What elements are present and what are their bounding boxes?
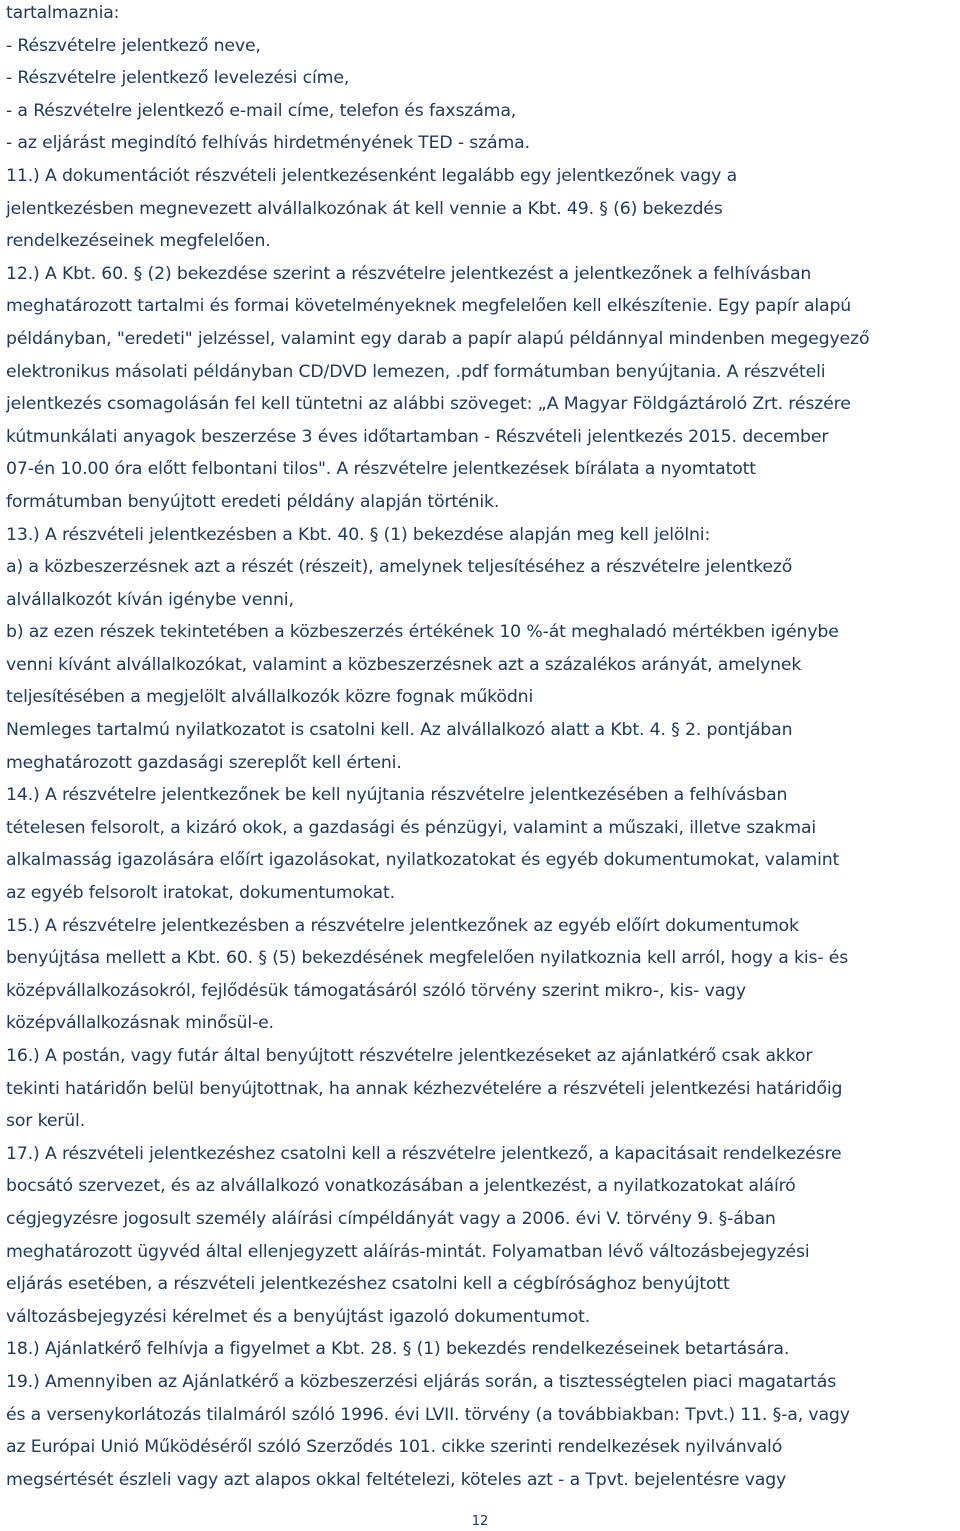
text-line: középvállalkozásnak minősül-e.: [6, 1013, 274, 1034]
text-line: 19.) Amennyiben az Ajánlatkérő a közbeszerzési eljárás során, a tisztességtelen piaci magatartás: [6, 1371, 837, 1392]
text-line: - az eljárást megindító felhívás hirdetményének TED - száma.: [6, 133, 530, 154]
text-line: az egyéb felsorolt iratokat, dokumentumokat.: [6, 883, 395, 904]
text-line: példányban, "eredeti" jelzéssel, valamint egy darab a papír alapú példánnyal mindenben megegyező: [6, 328, 870, 349]
text-line: és a versenykorlátozás tilalmáról szóló 1996. évi LVII. törvény (a továbbiakban: Tpvt.) 11. §-a, vagy: [6, 1404, 850, 1425]
text-line: 14.) A részvételre jelentkezőnek be kell nyújtania részvételre jelentkezésében a felhívásban: [6, 785, 788, 806]
text-line: tartalmaznia:: [6, 3, 120, 23]
text-line: középvállalkozásokról, fejlődésük támogatásáról szóló törvény szerint mikro-, kis- vagy: [6, 980, 746, 1001]
text-line: - a Részvételre jelentkező e-mail címe, telefon és faxszáma,: [6, 100, 517, 121]
text-line: b) az ezen részek tekintetében a közbeszerzés értékének 10 %-át meghaladó mértékben igénybe: [6, 622, 839, 643]
text-line: meghatározott ügyvéd által ellenjegyzett aláírás-mintát. Folyamatban lévő változásbejegyzési: [6, 1241, 810, 1262]
text-line: 13.) A részvételi jelentkezésben a Kbt. 40. § (1) bekezdése alapján meg kell jelölni:: [6, 524, 711, 545]
page-number: 12: [471, 1514, 489, 1529]
text-line: 12.) A Kbt. 60. § (2) bekezdése szerint a részvételre jelentkezést a jelentkezőnek a felhívásban: [6, 263, 812, 284]
text-line: bocsátó szervezet, és az alvállalkozó vonatkozásában a jelentkezést, a nyilatkozatokat aláíró: [6, 1176, 796, 1197]
document-body: [6, 0, 954, 1496]
text-line: - Részvételre jelentkező neve,: [6, 35, 261, 56]
text-line: rendelkezéseinek megfelelően.: [6, 231, 271, 252]
text-line: venni kívánt alvállalkozókat, valamint a közbeszerzésnek azt a százalékos arányát, amelynek: [6, 654, 802, 675]
text-line: változásbejegyzési kérelmet és a benyújtást igazoló dokumentumot.: [6, 1306, 591, 1327]
text-line: - Részvételre jelentkező levelezési címe,: [6, 68, 350, 89]
text-line: 16.) A postán, vagy futár által benyújtott részvételre jelentkezéseket az ajánlatkérő csak akkor: [6, 1046, 813, 1066]
text-line: meghatározott gazdasági szereplőt kell érteni.: [6, 752, 402, 773]
text-line: 15.) A részvételre jelentkezésben a részvételre jelentkezőnek az egyéb előírt dokumentumok: [6, 915, 799, 936]
text-line: teljesítésében a megjelölt alvállalkozók közre fognak működni: [6, 687, 534, 708]
text-line: kútmunkálati anyagok beszerzése 3 éves időtartamban - Részvételi jelentkezés 2015. december: [6, 426, 829, 447]
text-line: benyújtása mellett a Kbt. 60. § (5) bekezdésének megfelelően nyilatkoznia kell arról, hogy a kis- és: [6, 948, 849, 969]
text-line: megsértését észleli vagy azt alapos okkal feltételezi, köteles azt - a Tpvt. bejelentésre vagy: [6, 1469, 787, 1490]
text-line: az Európai Unió Működéséről szóló Szerződés 101. cikke szerinti rendelkezések nyilvánvaló: [6, 1437, 783, 1458]
text-line: formátumban benyújtott eredeti példány alapján történik.: [6, 491, 500, 512]
text-line: meghatározott tartalmi és formai követelményeknek megfelelően kell elkészítenie. Egy papír alapú: [6, 296, 852, 317]
text-line: tételesen felsorolt, a kizáró okok, a gazdasági és pénzügyi, valamint a műszaki, illetve szakmai: [6, 817, 817, 838]
text-line: 11.) A dokumentációt részvételi jelentkezésenként legalább egy jelentkezőnek vagy a: [6, 165, 738, 186]
text-line: eljárás esetében, a részvételi jelentkezéshez csatolni kell a cégbírósághoz benyújtott: [6, 1274, 730, 1295]
text-line: alvállalkozót kíván igénybe venni,: [6, 589, 294, 610]
text-line: jelentkezés csomagolásán fel kell tüntetni az alábbi szöveget: „A Magyar Földgáztároló Zrt. részére: [6, 394, 851, 415]
text-line: Nemleges tartalmú nyilatkozatot is csatolni kell. Az alvállalkozó alatt a Kbt. 4. § 2. pontjában: [6, 720, 793, 741]
text-line: elektronikus másolati példányban CD/DVD lemezen, .pdf formátumban benyújtania. A részvételi: [6, 361, 826, 382]
text-line: cégjegyzésre jogosult személy aláírási címpéldányát vagy a 2006. évi V. törvény 9. §-ában: [6, 1208, 776, 1229]
text-line: 18.) Ajánlatkérő felhívja a figyelmet a Kbt. 28. § (1) bekezdés rendelkezéseinek betartására.: [6, 1339, 790, 1360]
text-line: alkalmasság igazolására előírt igazolásokat, nyilatkozatokat és egyéb dokumentumokat, valamint: [6, 850, 840, 871]
text-line: 17.) A részvételi jelentkezéshez csatolni kell a részvételre jelentkező, a kapacitásait rendelkezésre: [6, 1143, 842, 1164]
text-line: tekinti határidőn belül benyújtottnak, ha annak kézhezvételére a részvételi jelentkezési határidőig: [6, 1078, 843, 1099]
text-line: a) a közbeszerzésnek azt a részét (részeit), amelynek teljesítéséhez a részvételre jelentkező: [6, 557, 793, 578]
text-line: sor kerül.: [6, 1111, 86, 1132]
text-line: jelentkezésben megnevezett alvállalkozónak át kell vennie a Kbt. 49. § (6) bekezdés: [6, 198, 723, 219]
text-line: 07-én 10.00 óra előtt felbontani tilos". A részvételre jelentkezések bírálata a nyomtatott: [6, 459, 756, 480]
